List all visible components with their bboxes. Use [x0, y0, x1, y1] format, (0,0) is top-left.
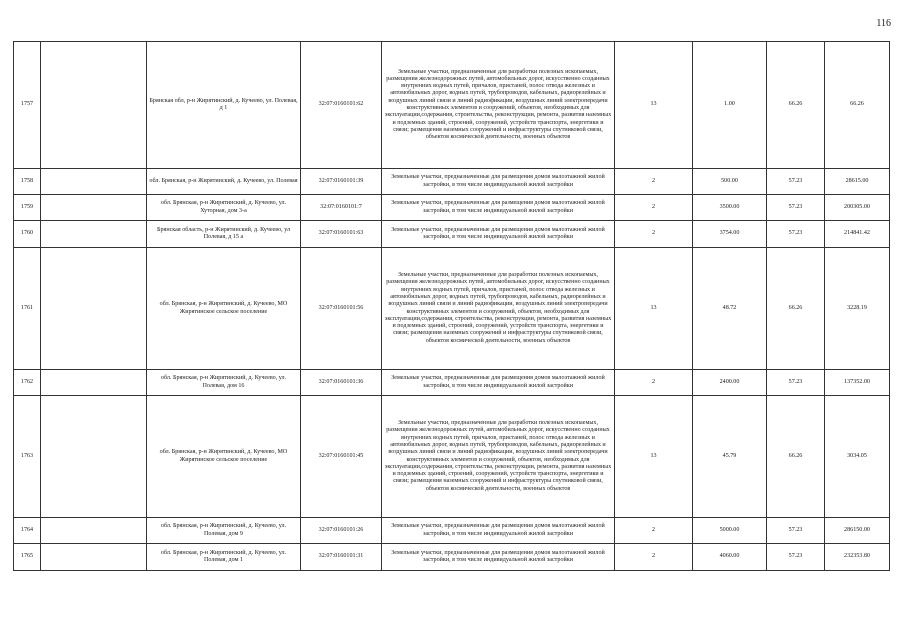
cadastral-number-cell: 32:07:0160101:45 — [301, 396, 382, 518]
gap-cell — [41, 221, 147, 248]
land-use-cell: Земельные участки, предназначенные для размещения домов малоэтажной жилой застройки, в том числе индивидуальной жилой застройки — [382, 544, 615, 571]
area-cell: 3754.00 — [693, 221, 767, 248]
gap-cell — [41, 169, 147, 195]
address-cell: обл. Брянская, р-н Жирятинский, д. Кучеево, МО Жирятинское сельское поселение — [147, 396, 301, 518]
row-number: 1760 — [14, 221, 41, 248]
cadastral-value-cell: 3034.05 — [825, 396, 890, 518]
cadastral-number-cell: 32:07:0160101:7 — [301, 195, 382, 221]
area-cell: 500.00 — [693, 169, 767, 195]
area-cell: 4060.00 — [693, 544, 767, 571]
gap-cell — [41, 42, 147, 169]
cadastral-value-cell: 3228.19 — [825, 248, 890, 370]
gap-cell — [41, 544, 147, 571]
category-cell: 2 — [615, 221, 693, 248]
gap-cell — [41, 396, 147, 518]
rate-cell: 57.23 — [767, 221, 825, 248]
page-number: 116 — [876, 18, 891, 29]
cadastral-number-cell: 32:07:0160101:36 — [301, 370, 382, 396]
rate-cell: 66.26 — [767, 396, 825, 518]
row-number: 1758 — [14, 169, 41, 195]
address-cell: Брянская обл, р-н Жирятинский, д. Кучеево, ул. Полевая, д 1 — [147, 42, 301, 169]
cadastral-number-cell: 32:07:0160101:63 — [301, 221, 382, 248]
cadastral-number-cell: 32:07:0160101:26 — [301, 518, 382, 544]
row-number: 1764 — [14, 518, 41, 544]
row-number: 1761 — [14, 248, 41, 370]
row-number: 1763 — [14, 396, 41, 518]
gap-cell — [41, 248, 147, 370]
table-row — [14, 42, 890, 169]
gap-cell — [41, 518, 147, 544]
category-cell: 2 — [615, 544, 693, 571]
land-use-cell: Земельные участки, предназначенные для размещения домов малоэтажной жилой застройки, в том числе индивидуальной жилой застройки — [382, 370, 615, 396]
cadastral-value-cell: 28615.00 — [825, 169, 890, 195]
rate-cell: 57.23 — [767, 195, 825, 221]
row-number: 1762 — [14, 370, 41, 396]
area-cell: 48.72 — [693, 248, 767, 370]
address-cell: обл. Брянская, р-н Жирятинский, д. Кучеево, ул. Хуторная, дом 3-а — [147, 195, 301, 221]
table-row — [14, 248, 890, 370]
land-use-cell: Земельные участки, предназначенные для разработки полезных ископаемых, размещения железнодорожных путей, автомобильных дорог, искусственно созданных внутренних водных путей, причалов, пристаней, полос отвода железных и автомобильных дорог, водных путей, трубопроводов, кабельных, радиорелейных и воздушных линий связи и линий радиофикации, воздушных линий электропередачи конструктивных элементов и сооружений, объектов, необходимых для эксплуатации,содержания, строительства, реконструкции, ремонта, развития наземных и подземных зданий, строений, сооружений, устройств транспорта, энергетики и связи; размещения наземных сооружений и инфраструктуры спутниковой связи, объектов космической деятельности, военных объектов — [382, 396, 615, 518]
category-cell: 13 — [615, 42, 693, 169]
cadastral-number-cell: 32:07:0160101:31 — [301, 544, 382, 571]
land-registry-table — [13, 41, 890, 571]
table-row — [14, 195, 890, 221]
gap-cell — [41, 195, 147, 221]
gap-cell — [41, 370, 147, 396]
area-cell: 5000.00 — [693, 518, 767, 544]
area-cell: 45.79 — [693, 396, 767, 518]
land-use-cell: Земельные участки, предназначенные для размещения домов малоэтажной жилой застройки, в том числе индивидуальной жилой застройки — [382, 195, 615, 221]
table-row — [14, 518, 890, 544]
row-number: 1759 — [14, 195, 41, 221]
category-cell: 2 — [615, 370, 693, 396]
cadastral-value-cell: 137352.00 — [825, 370, 890, 396]
land-use-cell: Земельные участки, предназначенные для разработки полезных ископаемых, размещения железнодорожных путей, автомобильных дорог, искусственно созданных внутренних водных путей, причалов, пристаней, полос отвода железных и автомобильных дорог, водных путей, трубопроводов, кабельных, радиорелейных и воздушных линий связи и линий радиофикации, воздушных линий электропередачи конструктивных элементов и сооружений, объектов, необходимых для эксплуатации,содержания, строительства, реконструкции, ремонта, развития наземных и подземных зданий, строений, сооружений, устройств транспорта, энергетики и связи; размещения наземных сооружений и инфраструктуры спутниковой связи, объектов космической деятельности, военных объектов — [382, 248, 615, 370]
address-cell: обл. Брянская, р-н Жирятинский, д. Кучеево, ул. Полевая, дом 1 — [147, 544, 301, 571]
cadastral-value-cell: 66.26 — [825, 42, 890, 169]
land-use-cell: Земельные участки, предназначенные для разработки полезных ископаемых, размещения железнодорожных путей, автомобильных дорог, искусственно созданных внутренних водных путей, причалов, пристаней, полос отвода железных и автомобильных дорог, водных путей, трубопроводов, кабельных, радиорелейных и воздушных линий связи и линий радиофикации, воздушных линий электропередачи конструктивных элементов и сооружений, объектов, необходимых для эксплуатации,содержания, строительства, реконструкции, ремонта, развития наземных и подземных зданий, строений, сооружений, устройств транспорта, энергетики и связи; размещения наземных сооружений и инфраструктуры спутниковой связи, объектов космической деятельности, военных объектов — [382, 42, 615, 169]
category-cell: 2 — [615, 169, 693, 195]
rate-cell: 57.23 — [767, 169, 825, 195]
address-cell: обл. Брянская, р-н Жирятинский, д. Кучеево, МО Жирятинское сельское поселение — [147, 248, 301, 370]
rate-cell: 57.23 — [767, 518, 825, 544]
land-use-cell: Земельные участки, предназначенные для размещения домов малоэтажной жилой застройки, в том числе индивидуальной жилой застройки — [382, 169, 615, 195]
row-number: 1757 — [14, 42, 41, 169]
area-cell: 1.00 — [693, 42, 767, 169]
category-cell: 13 — [615, 248, 693, 370]
cadastral-value-cell: 214841.42 — [825, 221, 890, 248]
table-row — [14, 396, 890, 518]
address-cell: обл. Брянская, р-н Жирятинский, д. Кучеево, ул. Полевая — [147, 169, 301, 195]
rate-cell: 57.23 — [767, 370, 825, 396]
table-row — [14, 169, 890, 195]
cadastral-value-cell: 200305.00 — [825, 195, 890, 221]
address-cell: обл. Брянская, р-н Жирятинский, д. Кучеево, ул. Полевая, дом 9 — [147, 518, 301, 544]
table-row — [14, 221, 890, 248]
category-cell: 2 — [615, 518, 693, 544]
category-cell: 13 — [615, 396, 693, 518]
rate-cell: 66.26 — [767, 248, 825, 370]
category-cell: 2 — [615, 195, 693, 221]
rate-cell: 57.23 — [767, 544, 825, 571]
land-use-cell: Земельные участки, предназначенные для размещения домов малоэтажной жилой застройки, в том числе индивидуальной жилой застройки — [382, 518, 615, 544]
cadastral-value-cell: 232353.80 — [825, 544, 890, 571]
land-use-cell: Земельные участки, предназначенные для размещения домов малоэтажной жилой застройки, в том числе индивидуальной жилой застройки — [382, 221, 615, 248]
table-body — [14, 42, 890, 571]
table-row — [14, 544, 890, 571]
row-number: 1765 — [14, 544, 41, 571]
address-cell: Брянская область, р-н Жирятинский, д. Кучеево, ул Полевая, д 15 а — [147, 221, 301, 248]
cadastral-number-cell: 32:07:0160101:39 — [301, 169, 382, 195]
area-cell: 3500.00 — [693, 195, 767, 221]
address-cell: обл. Брянская, р-н Жирятинский, д. Кучеево, ул. Полевая, дом 16 — [147, 370, 301, 396]
cadastral-number-cell: 32:07:0160101:56 — [301, 248, 382, 370]
cadastral-value-cell: 286150.00 — [825, 518, 890, 544]
area-cell: 2400.00 — [693, 370, 767, 396]
rate-cell: 66.26 — [767, 42, 825, 169]
cadastral-number-cell: 32:07:0160101:62 — [301, 42, 382, 169]
table-row — [14, 370, 890, 396]
